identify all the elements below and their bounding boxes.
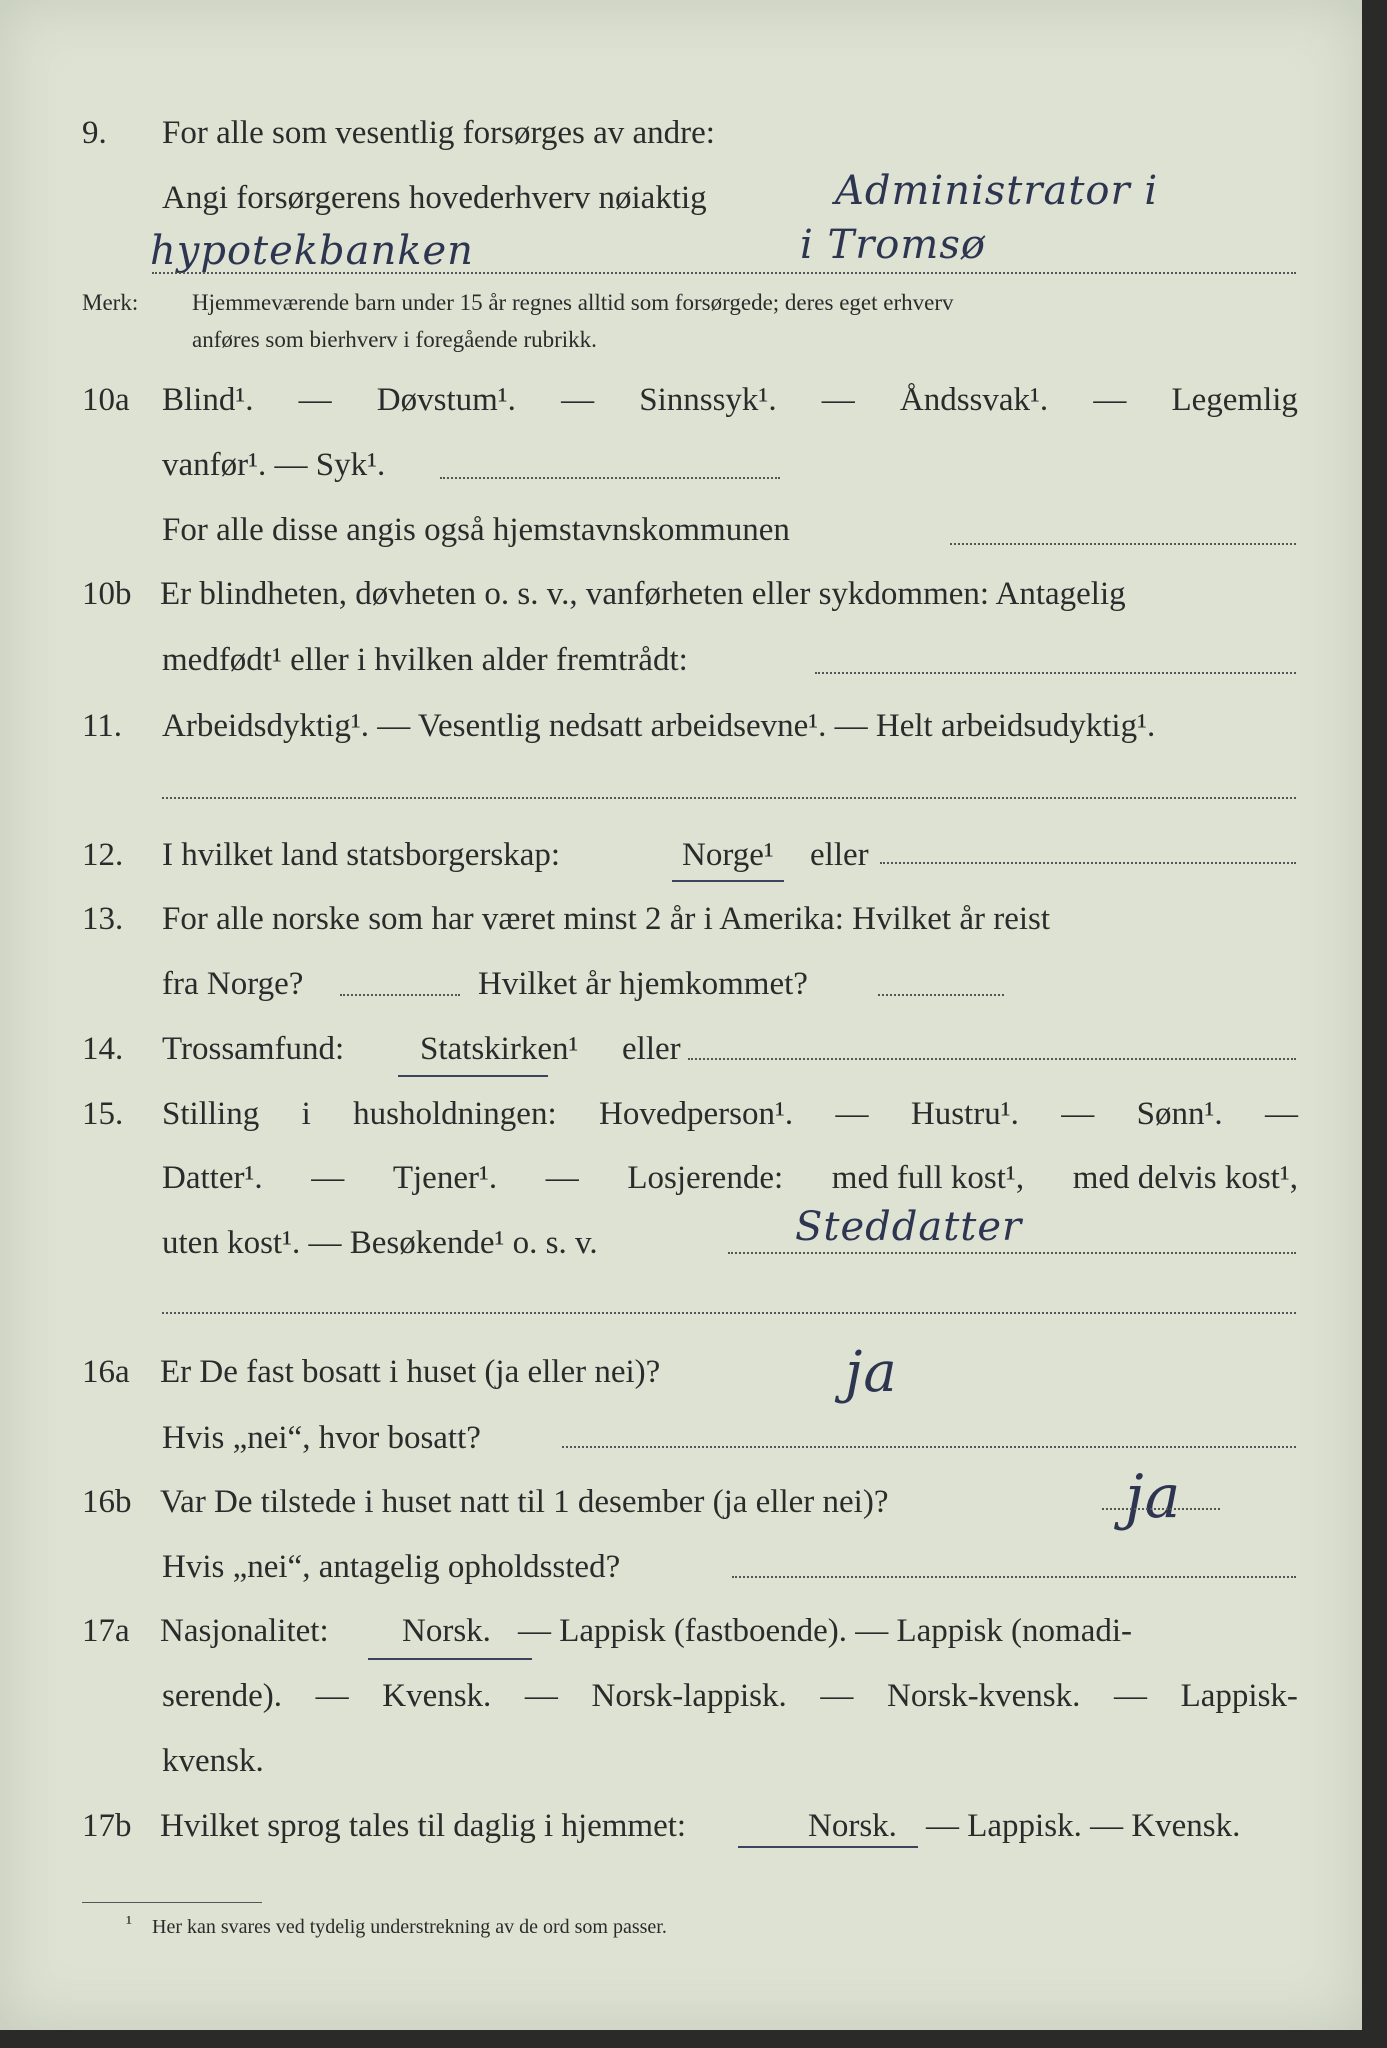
q16a-text2: Hvis „nei“, hvor bosatt? xyxy=(162,1420,481,1456)
q17a-number: 17a xyxy=(82,1613,130,1649)
q12-answer-line xyxy=(880,862,1296,864)
q16b-answer-line-1 xyxy=(1102,1508,1220,1510)
q15-text3: uten kost¹. — Besøkende¹ o. s. v. xyxy=(162,1225,598,1261)
q10b-text1: Er blindheten, døvheten o. s. v., vanførheten eller sykdommen: Antagelig xyxy=(160,576,1126,612)
q15-number: 15. xyxy=(82,1096,124,1132)
q17a-word: — xyxy=(1114,1678,1147,1714)
q17a-word: Kvensk. xyxy=(382,1678,492,1714)
q17a-word: serende). xyxy=(162,1678,283,1714)
q17a-text1b: — Lappisk (fastboende). — Lappisk (nomadi- xyxy=(518,1613,1133,1649)
q9-handwritten-occupation-1: Administrator i xyxy=(835,168,1159,214)
q10b-number: 10b xyxy=(82,576,132,612)
footnote-divider xyxy=(82,1902,262,1903)
q15-word: Stilling xyxy=(162,1096,260,1132)
q17b-norsk-underline xyxy=(738,1846,918,1848)
q15-word: Datter¹. xyxy=(162,1160,263,1196)
footnote-mark: ¹ xyxy=(126,1912,132,1934)
q10a-text2: vanfør¹. — Syk¹. xyxy=(162,447,386,483)
q15-word: — xyxy=(545,1160,579,1196)
merk-text2: anføres som bierhverv i foregående rubrikk. xyxy=(192,327,597,352)
q16a-number: 16a xyxy=(82,1354,130,1390)
q14-answer-line xyxy=(688,1058,1296,1060)
q16a-answer-line xyxy=(562,1446,1296,1448)
q9-handwritten-occupation-3: i Tromsø xyxy=(800,222,986,268)
q16b-text1: Var De tilstede i huset natt til 1 desember (ja eller nei)? xyxy=(160,1484,889,1520)
q15-text1 xyxy=(162,1094,1298,1134)
q15-word: Losjerende: xyxy=(627,1160,784,1196)
q12-text1: I hvilket land statsborgerskap: xyxy=(162,837,561,873)
q9-text1: For alle som vesentlig forsørges av andre: xyxy=(162,115,715,151)
q17b-norsk: Norsk. xyxy=(808,1808,897,1844)
q17b-number: 17b xyxy=(82,1808,132,1844)
merk-label: Merk: xyxy=(82,290,139,315)
q13-left-answer-line xyxy=(340,994,460,996)
q17a-norsk-underline xyxy=(368,1658,532,1660)
q15-word: — xyxy=(835,1096,869,1132)
q13-text2a: fra Norge? xyxy=(162,966,304,1002)
q15-word: Hovedperson¹. xyxy=(599,1096,794,1132)
q10a-word: — xyxy=(821,382,855,418)
q10b-answer-line xyxy=(815,672,1296,674)
q15-handwritten-position: Steddatter xyxy=(795,1204,1023,1250)
q10a-text3: For alle disse angis også hjemstavnskommunen xyxy=(162,512,790,548)
q12-norge: Norge¹ xyxy=(682,837,774,873)
q15-word: husholdningen: xyxy=(353,1096,557,1132)
q13-number: 13. xyxy=(82,901,124,937)
q10b-text2: medfødt¹ eller i hvilken alder fremtrådt: xyxy=(162,642,688,678)
q10a-word: Blind¹. xyxy=(162,382,254,418)
q15-extra-answer-line xyxy=(162,1312,1296,1314)
footnote-text: Her kan svares ved tydelig understrekning av de ord som passer. xyxy=(152,1916,667,1938)
q17a-text1a: Nasjonalitet: xyxy=(160,1613,329,1649)
q17a-norsk: Norsk. xyxy=(402,1613,491,1649)
q14-number: 14. xyxy=(82,1031,124,1067)
q10a-word: Åndssvak¹. xyxy=(899,382,1049,418)
q15-word: i xyxy=(301,1096,311,1132)
q10a-word: Sinnssyk¹. xyxy=(639,382,777,418)
q9-answer-line xyxy=(152,272,1296,274)
q15-word: Hustru¹. xyxy=(910,1096,1019,1132)
q17a-word: Norsk-kvensk. xyxy=(886,1678,1081,1714)
q9-text2: Angi forsørgerens hovederhverv nøiaktig xyxy=(162,180,707,216)
q10a-home-answer-line xyxy=(950,543,1296,545)
q17b-text1b: — Lappisk. — Kvensk. xyxy=(926,1808,1241,1844)
q15-word: — xyxy=(1061,1096,1095,1132)
q10a-text1 xyxy=(162,380,1298,420)
q14-kirke-underline xyxy=(398,1075,548,1077)
q17a-text3: kvensk. xyxy=(162,1743,264,1779)
q11-answer-line xyxy=(162,797,1296,799)
q15-word: — xyxy=(311,1160,345,1196)
q15-word: med delvis kost¹, xyxy=(1072,1160,1298,1196)
q13-text2b: Hvilket år hjemkommet? xyxy=(478,966,808,1002)
q15-word: Tjener¹. xyxy=(392,1160,498,1196)
q17a-word: — xyxy=(315,1678,349,1714)
q16b-text2: Hvis „nei“, antagelig opholdssted? xyxy=(162,1549,621,1585)
q15-text2 xyxy=(162,1158,1298,1198)
q9-number: 9. xyxy=(82,115,107,151)
q10a-word: — xyxy=(298,382,332,418)
q10a-word: Døvstum¹. xyxy=(376,382,516,418)
q12-eller: eller xyxy=(810,837,869,873)
q15-answer-line xyxy=(728,1252,1296,1254)
q14-kirke: Statskirken¹ xyxy=(420,1031,579,1067)
q14-text1: Trossamfund: xyxy=(162,1031,345,1067)
merk-text1: Hjemmeværende barn under 15 år regnes alltid som forsørgede; deres eget erhverv xyxy=(192,290,954,315)
q16b-handwritten-answer: ja xyxy=(1125,1462,1182,1532)
q12-norge-underline xyxy=(672,880,784,882)
q12-number: 12. xyxy=(82,837,124,873)
q11-number: 11. xyxy=(82,708,123,744)
q17a-word: — xyxy=(820,1678,854,1714)
q11-text1: Arbeidsdyktig¹. — Vesentlig nedsatt arbeidsevne¹. — Helt arbeidsudyktig¹. xyxy=(162,708,1156,744)
q10a-word: Legemlig xyxy=(1171,382,1298,418)
q13-text1: For alle norske som har været minst 2 år i Amerika: Hvilket år reist xyxy=(162,901,1051,937)
q17b-text1a: Hvilket sprog tales til daglig i hjemmet: xyxy=(160,1808,687,1844)
q14-eller: eller xyxy=(622,1031,681,1067)
q16a-text1: Er De fast bosatt i huset (ja eller nei)? xyxy=(160,1354,661,1390)
q17a-word: Norsk-lappisk. xyxy=(591,1678,787,1714)
q9-handwritten-occupation-2: hypotekbanken xyxy=(150,228,474,274)
q10a-word: — xyxy=(1093,382,1127,418)
q17a-text2 xyxy=(162,1676,1298,1716)
q10a-sick-answer-line xyxy=(440,477,780,479)
q15-word: med full kost¹, xyxy=(831,1160,1025,1196)
q10a-number: 10a xyxy=(82,382,130,418)
q13-return-answer-line xyxy=(878,994,1004,996)
q16a-handwritten-answer: ja xyxy=(845,1340,898,1405)
q17a-word: Lappisk- xyxy=(1180,1678,1298,1714)
q15-word: — xyxy=(1264,1096,1298,1132)
q16b-answer-line-2 xyxy=(732,1576,1296,1578)
q17a-word: — xyxy=(524,1678,558,1714)
q16b-number: 16b xyxy=(82,1484,132,1520)
q15-word: Sønn¹. xyxy=(1136,1096,1223,1132)
q10a-word: — xyxy=(561,382,595,418)
